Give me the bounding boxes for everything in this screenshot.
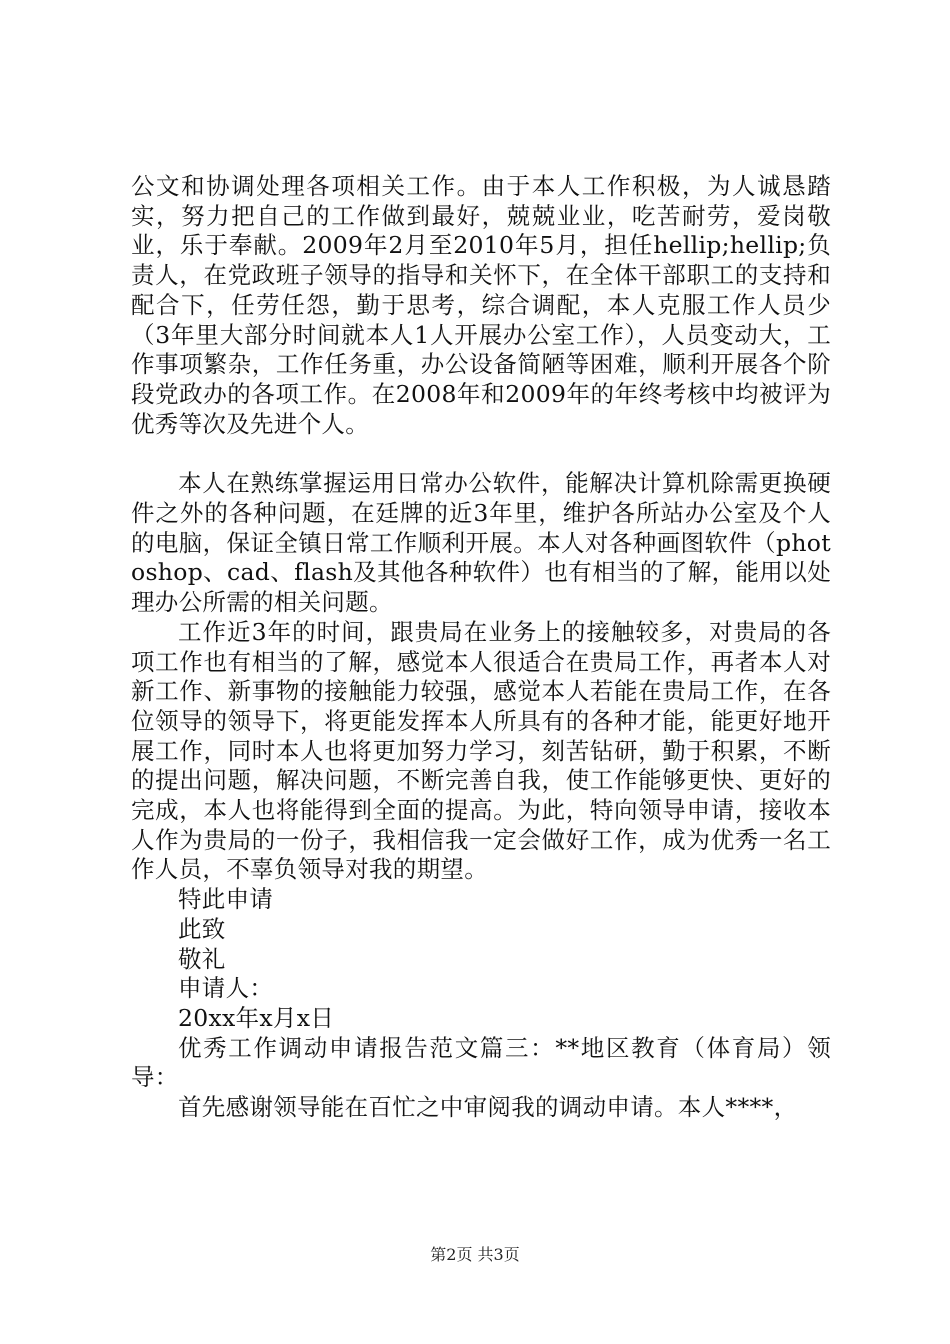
application-date: 20xx年x月x日	[178, 1003, 335, 1032]
closing-special-request: 特此申请	[178, 885, 274, 914]
document-body	[131, 172, 831, 1123]
paragraph-computer-skills: 本人在熟练掌握运用日常办公软件，能解决计算机除需更换硬件之外的各种问题，在廷牌的近3年里，维护各所站办公室及个人的电脑，保证全镇日常工作顺利开展。本人对各种画图软件（photoshop、cad、flash及其他各种软件）也有相当的了解，能用以处理办公所需的相关问题。	[131, 469, 831, 617]
paragraph-spacer	[131, 439, 831, 469]
closing-regards: 敬礼	[178, 944, 226, 973]
paragraph-work-summary: 公文和协调处理各项相关工作。由于本人工作积极，为人诚恳踏实，努力把自己的工作做到最好，兢兢业业，吃苦耐劳，爱岗敬业，乐于奉献。2009年2月至2010年5月，担任hellip;hellip;负责人，在党政班子领导的指导和关怀下，在全体干部职工的支持和配合下，任劳任怨，勤于思考，综合调配，本人克服工作人员少（3年里大部分时间就本人1人开展办公室工作），人员变动大，工作事项繁杂，工作任务重，办公设备简陋等困难，顺利开展各个阶段党政办的各项工作。在2008年和2009年的年终考核中均被评为优秀等次及先进个人。	[131, 172, 831, 438]
closing-salutation: 此致	[178, 914, 226, 943]
paragraph-transfer-request: 工作近3年的时间，跟贵局在业务上的接触较多，对贵局的各项工作也有相当的了解，感觉本人很适合在贵局工作，再者本人对新工作、新事物的接触能力较强，感觉本人若能在贵局工作，在各位领导的领导下，将更能发挥本人所具有的各种才能，能更好地开展工作，同时本人也将更加努力学习，刻苦钻研，勤于积累，不断的提出问题，解决问题，不断完善自我，使工作能够更快、更好的完成，本人也将能得到全面的提高。为此，特向领导申请，接收本人作为贵局的一份子，我相信我一定会做好工作，成为优秀一名工作人员，不辜负领导对我的期望。	[131, 617, 831, 884]
page-number-footer: 第2页 共3页	[430, 1245, 520, 1264]
applicant-label: 申请人：	[178, 974, 274, 1003]
next-section-opening: 首先感谢领导能在百忙之中审阅我的调动申请。本人****，	[178, 1093, 798, 1122]
next-section-heading: 优秀工作调动申请报告范文篇三：**地区教育（体育局）领导：	[131, 1033, 831, 1092]
